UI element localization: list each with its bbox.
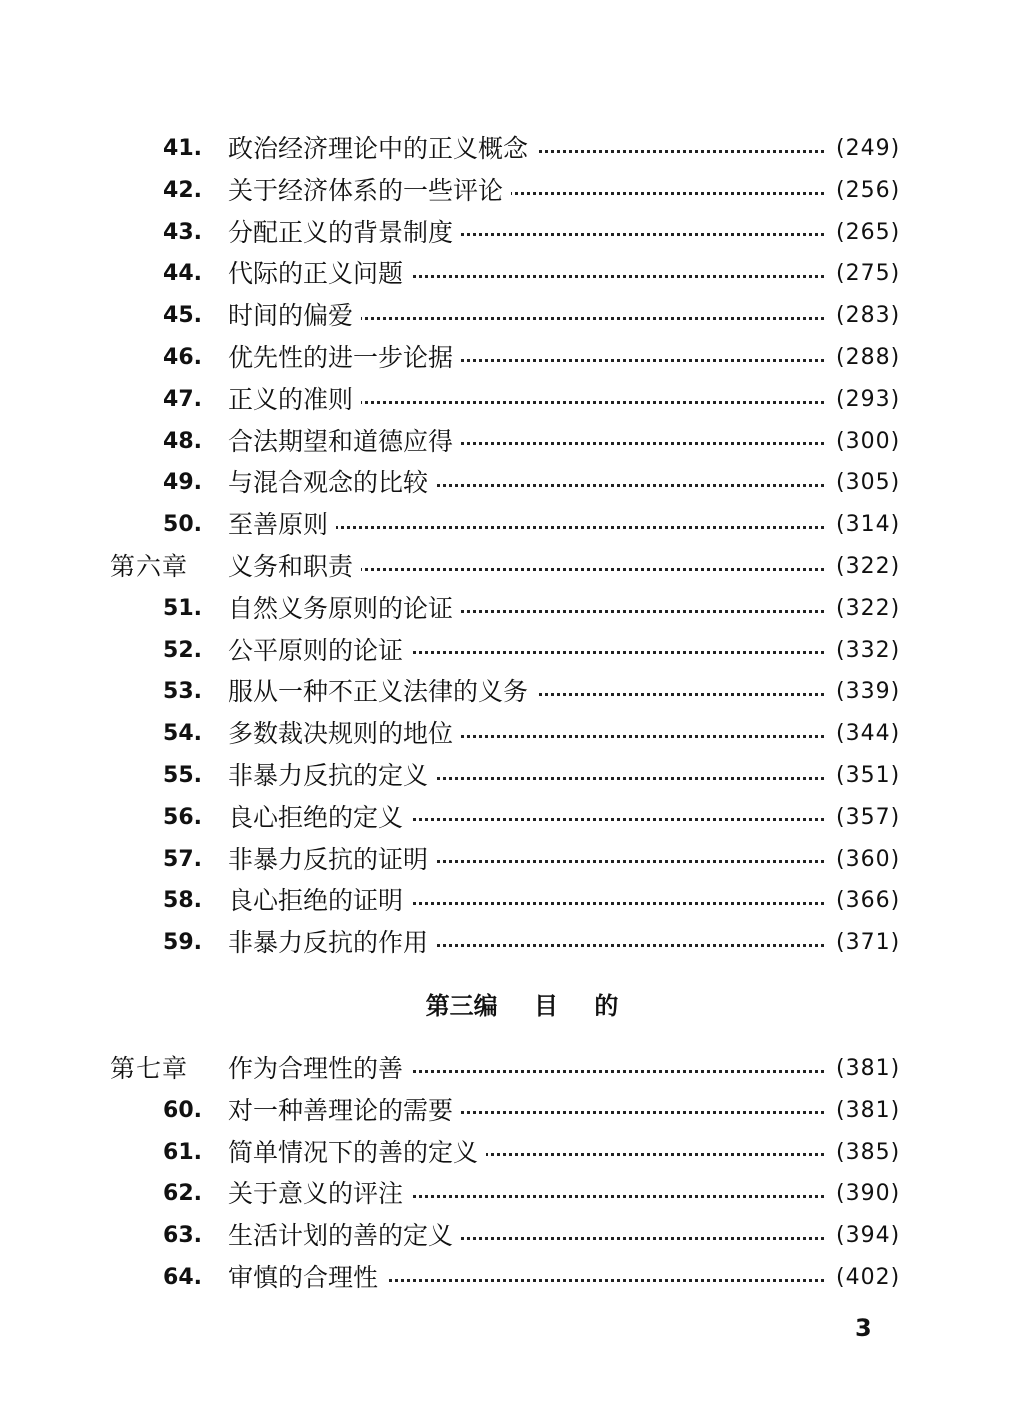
toc-entry: [0, 128, 1014, 170]
entry-title: 简单情况下的善的定义: [228, 1138, 486, 1167]
toc-entry: [0, 671, 1014, 713]
chapter-6-entry: [0, 546, 1014, 588]
entry-number: 43.: [163, 219, 202, 245]
entry-page: (283): [836, 303, 901, 329]
entry-title: 对一种善理论的需要: [228, 1096, 461, 1125]
entry-page: (293): [836, 386, 901, 412]
entry-page: (288): [836, 344, 901, 370]
entry-title: 良心拒绝的定义: [228, 803, 411, 832]
entry-number: 58.: [163, 888, 202, 914]
entry-number: 48.: [163, 428, 202, 454]
entry-title: 分配正义的背景制度: [228, 218, 461, 247]
toc-entry: [0, 630, 1014, 672]
toc-entry: [0, 1132, 1014, 1174]
toc-entry: [0, 755, 1014, 797]
entry-page: (249): [836, 136, 901, 161]
entry-number: 62.: [163, 1181, 202, 1207]
toc-entry: [0, 379, 1014, 421]
entry-title: 自然义务原则的论证: [228, 594, 461, 623]
entry-page: (339): [836, 679, 901, 705]
section-entries-c: [0, 1090, 1014, 1299]
entry-number: 47.: [163, 386, 202, 412]
entry-title: 优先性的进一步论据: [228, 343, 461, 372]
entry-page: (360): [836, 846, 901, 872]
entry-number: 52.: [163, 637, 202, 663]
entry-title: 服从一种不正义法律的义务: [228, 677, 536, 706]
entry-number: 64.: [163, 1264, 202, 1290]
chapter-label: 第七章: [110, 1053, 189, 1083]
entry-number: 55.: [163, 762, 202, 788]
toc-entry: [0, 253, 1014, 295]
toc-entry: [0, 1173, 1014, 1215]
entry-page: (256): [836, 177, 901, 203]
toc-entry: [0, 922, 1014, 964]
entry-title: 审慎的合理性: [228, 1263, 386, 1292]
entry-page: (265): [836, 219, 901, 245]
toc-entry: [0, 337, 1014, 379]
entry-page: (322): [836, 595, 901, 621]
entry-title: 代际的正义问题: [228, 259, 411, 288]
entry-title: 非暴力反抗的证明: [228, 845, 436, 874]
entry-title: 多数裁决规则的地位: [228, 719, 461, 748]
chapter-label: 第六章: [110, 551, 189, 581]
toc-entry: [0, 462, 1014, 504]
entry-number: 45.: [163, 303, 202, 329]
chapter-page: (381): [836, 1055, 901, 1081]
toc-entry: [0, 1257, 1014, 1299]
part-heading: 第三编 目 的: [425, 991, 619, 1020]
chapter-page: (322): [836, 553, 901, 579]
entry-number: 41.: [163, 136, 202, 161]
entry-number: 42.: [163, 177, 202, 203]
entry-page: (390): [836, 1181, 901, 1207]
entry-number: 50.: [163, 512, 202, 538]
entry-number: 60.: [163, 1097, 202, 1123]
toc-entry: [0, 839, 1014, 881]
entry-page: (385): [836, 1139, 901, 1165]
entry-page: (275): [836, 261, 901, 287]
entry-number: 57.: [163, 846, 202, 872]
entry-number: 49.: [163, 470, 202, 496]
toc-entry: [0, 1215, 1014, 1257]
entry-number: 46.: [163, 344, 202, 370]
chapter-7-entry: [0, 1048, 1014, 1090]
entry-title: 关于意义的评注: [228, 1179, 411, 1208]
entry-title: 合法期望和道德应得: [228, 427, 461, 456]
entry-title: 至善原则: [228, 510, 336, 539]
toc-entry: [0, 588, 1014, 630]
page-number: 3: [855, 1314, 872, 1342]
toc-entry: [0, 295, 1014, 337]
toc-entry: [0, 797, 1014, 839]
entry-number: 61.: [163, 1139, 202, 1165]
entry-page: (305): [836, 470, 901, 496]
entry-page: (371): [836, 930, 901, 956]
entry-title: 非暴力反抗的定义: [228, 761, 436, 790]
entry-page: (300): [836, 428, 901, 454]
toc-entry: [0, 212, 1014, 254]
toc-entry: [0, 713, 1014, 755]
entry-title: 关于经济体系的一些评论: [228, 176, 511, 205]
entry-title: 生活计划的善的定义: [228, 1221, 461, 1250]
entry-page: (314): [836, 512, 901, 538]
entry-number: 53.: [163, 679, 202, 705]
entry-page: (351): [836, 762, 901, 788]
entry-title: 时间的偏爱: [228, 301, 361, 330]
toc-entry: [0, 880, 1014, 922]
entry-title: 非暴力反抗的作用: [228, 928, 436, 957]
entry-page: (394): [836, 1223, 901, 1249]
section-entries-a: [0, 128, 1014, 546]
entry-page: (366): [836, 888, 901, 914]
entry-title: 公平原则的论证: [228, 636, 411, 665]
entry-page: (357): [836, 804, 901, 830]
toc-entry: [0, 421, 1014, 463]
entry-number: 44.: [163, 261, 202, 287]
entry-page: (332): [836, 637, 901, 663]
table-of-contents: [0, 128, 1014, 1299]
toc-entry: [0, 1090, 1014, 1132]
entry-page: (344): [836, 721, 901, 747]
entry-number: 54.: [163, 721, 202, 747]
entry-title: 政治经济理论中的正义概念: [228, 134, 536, 163]
entry-page: (402): [836, 1264, 901, 1290]
toc-entry: [0, 504, 1014, 546]
entry-title: 与混合观念的比较: [228, 468, 436, 497]
entry-title: 正义的准则: [228, 385, 361, 414]
entry-page: (381): [836, 1097, 901, 1123]
entry-number: 63.: [163, 1223, 202, 1249]
entry-number: 51.: [163, 595, 202, 621]
section-entries-b: [0, 588, 1014, 964]
entry-number: 56.: [163, 804, 202, 830]
chapter-title: 义务和职责: [228, 552, 361, 581]
toc-entry: [0, 170, 1014, 212]
chapter-title: 作为合理性的善: [228, 1054, 411, 1083]
entry-title: 良心拒绝的证明: [228, 886, 411, 915]
entry-number: 59.: [163, 930, 202, 956]
